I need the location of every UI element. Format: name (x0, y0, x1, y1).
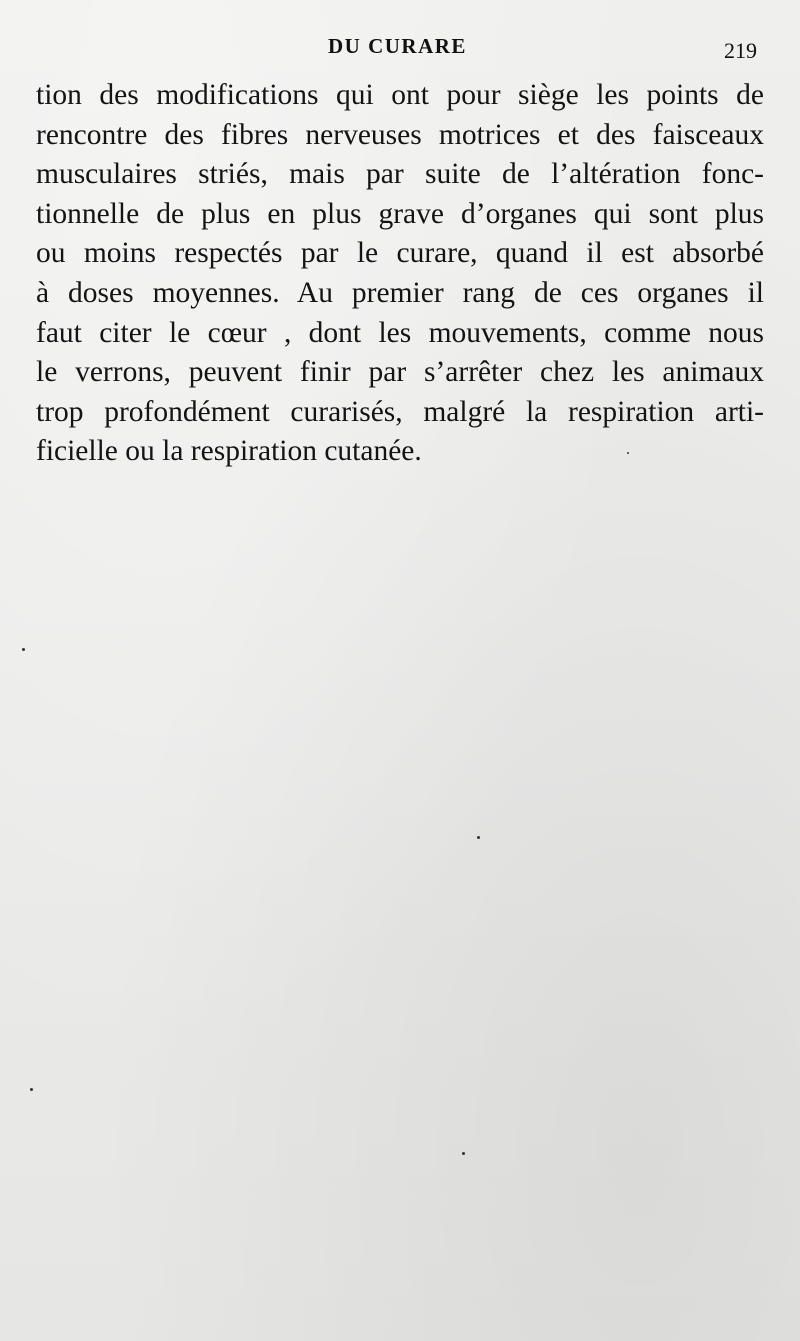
page-number: 219 (724, 38, 757, 63)
paper-speck (22, 648, 25, 651)
text-line: tion des modifications qui ont pour siège les points de (36, 79, 764, 111)
paper-speck (477, 836, 480, 839)
text-line: musculaires striés, mais par suite de l’altération fonc- (36, 158, 764, 191)
text-line: trop profondément curarisés, malgré la respiration arti- (36, 395, 764, 428)
running-head: DU CURARE (328, 34, 467, 58)
text-line: à doses moyennes. Au premier rang de ces organes il (36, 276, 764, 309)
text-line: ficielle ou la respiration cutanée. (36, 435, 422, 468)
body-paragraph (36, 76, 764, 472)
text-line: rencontre des fibres nerveuses motrices et des faisceaux (36, 118, 764, 151)
text-line: le verrons, peuvent finir par s’arrêter chez les animaux (36, 356, 764, 389)
page-header (0, 34, 800, 62)
paper-speck (627, 452, 629, 454)
paper-speck (30, 1088, 33, 1091)
text-line: ou moins respectés par le curare, quand il est absorbé (36, 237, 764, 270)
text-line: tionnelle de plus en plus grave d’organes qui sont plus (36, 197, 764, 230)
text-line: faut citer le cœur , dont les mouvements, comme nous (36, 316, 764, 349)
show-through-texture (34, 470, 774, 1260)
paper-speck (462, 1152, 465, 1155)
